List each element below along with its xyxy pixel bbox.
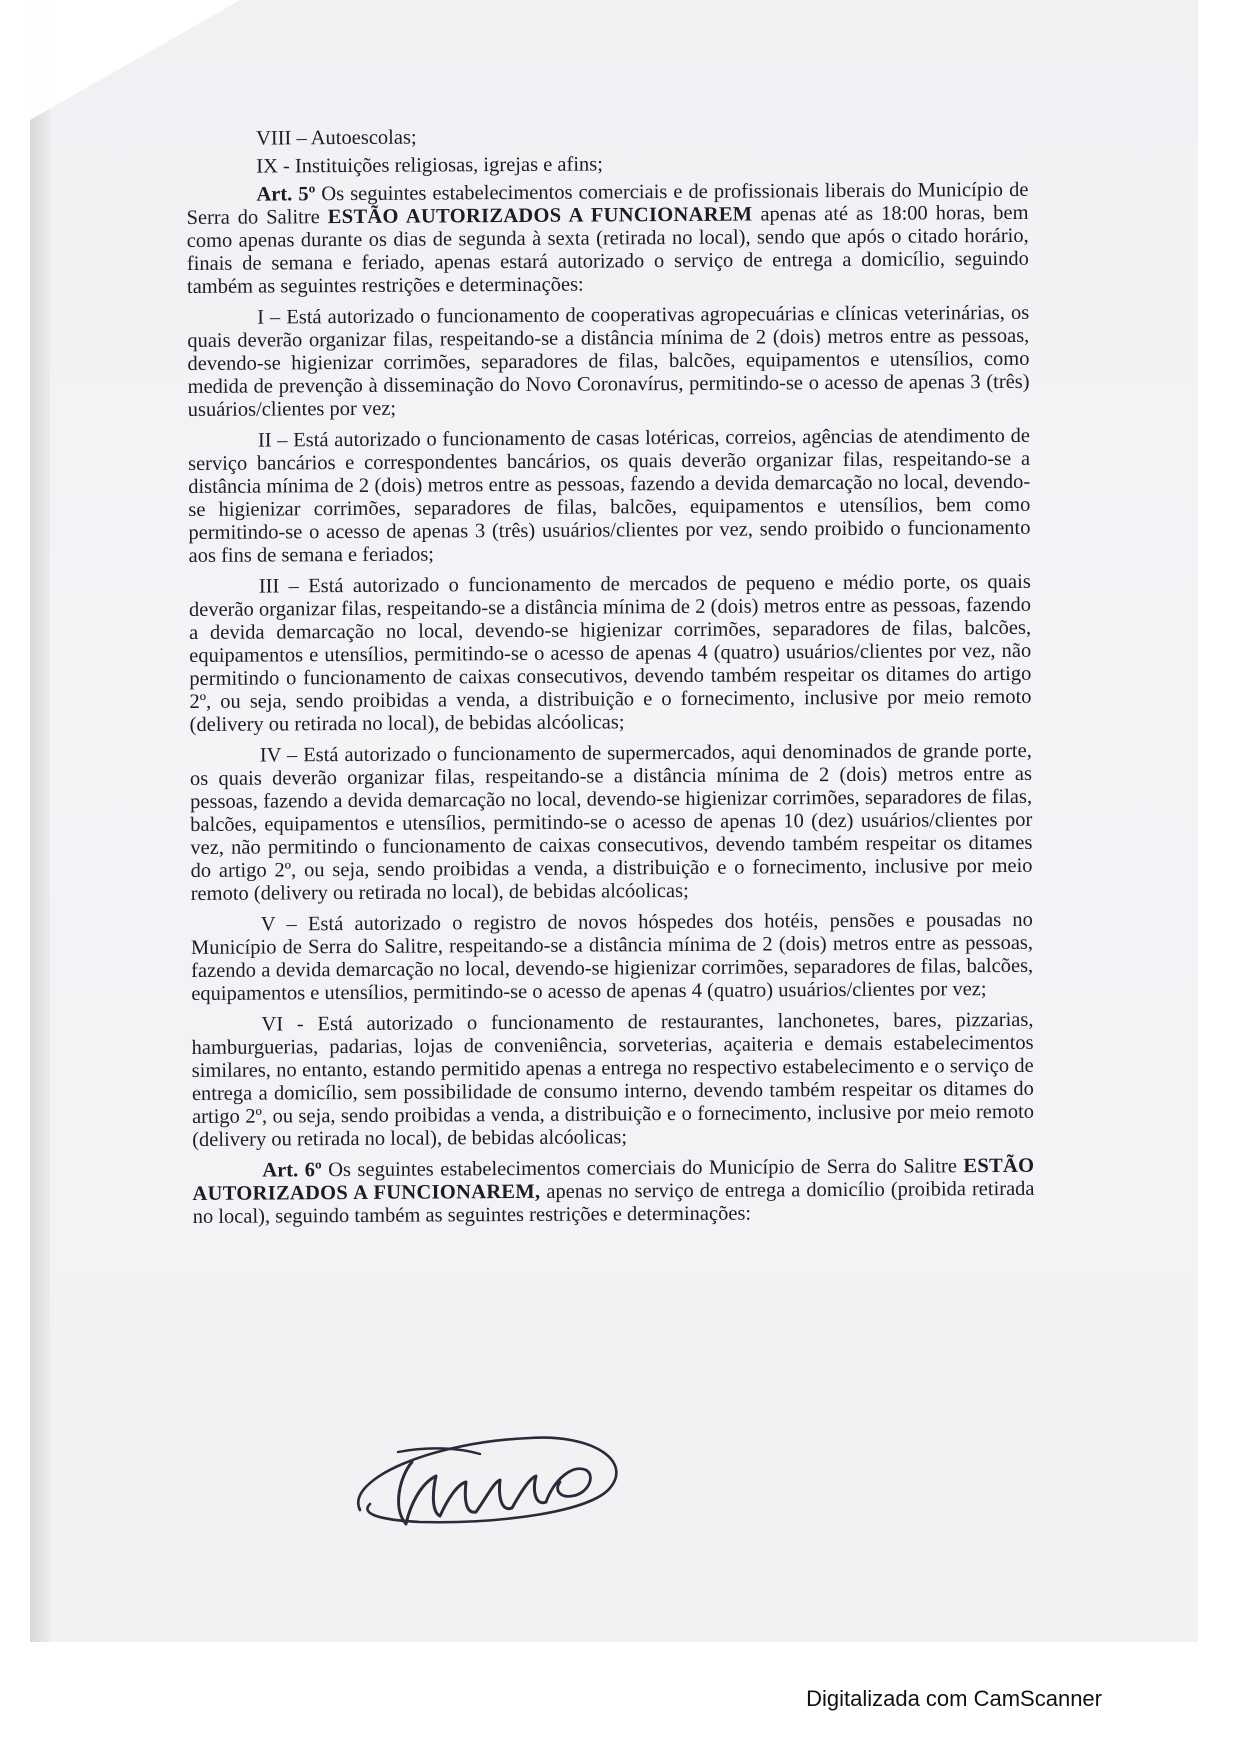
document-body	[186, 123, 1035, 1237]
article-5-item-v: V – Está autorizado o registro de novos hóspedes dos hotéis, pensões e pousadas no Município de Serra do Salitre, respeitando-se a distância mínima de 2 (dois) metros entre as pessoas, fazendo a devida demarcação no local, devendo-se higienizar corrimões, separadores de filas, balcões, equipamentos e utensílios, permitindo-se o acesso de apenas 4 (quatro) usuários/clientes por vez;	[190, 908, 1034, 1005]
scanned-page	[30, 0, 1198, 1642]
page-edge-shadow	[30, 0, 50, 1642]
article-6-emphasis: ESTÃO AUTORIZADOS A FUNCIONAREM,	[192, 1154, 1035, 1205]
camscanner-footer: Digitalizada com CamScanner	[806, 1686, 1102, 1711]
article-6	[192, 1155, 1034, 1229]
folded-corner	[30, 0, 240, 120]
article-5-label: Art. 5º	[256, 183, 316, 206]
signature-icon	[340, 1420, 640, 1560]
article-6-label: Art. 6º	[262, 1159, 322, 1182]
article-5-item-i: I – Está autorizado o funcionamento de cooperativas agropecuárias e clínicas veterinárias, os quais deverão organizar filas, respeitando-se a distância mínima de 2 (dois) metros entre as pessoas, devendo-se higienizar corrimões, separadores de filas, balcões, equipamentos e utensílios, como medida de prevenção à disseminação do Novo Coronavírus, permitindo-se o acesso de apenas 3 (três) usuários/clientes por vez;	[187, 301, 1030, 421]
article-5	[186, 179, 1029, 299]
article-5-item-iii: III – Está autorizado o funcionamento de mercados de pequeno e médio porte, os quais deverão organizar filas, respeitando-se a distância mínima de 2 (dois) metros entre as pessoas, fazendo a devida demarcação no local, devendo-se higienizar corrimões, separadores de filas, balcões, equipamentos e utensílios, permitindo-se o acesso de apenas 4 (quatro) usuários/clientes por vez, não permitindo o funcionamento de caixas consecutivos, devendo também respeitar os ditames do artigo 2º, ou seja, sendo proibidas a venda, a distribuição e o fornecimento, inclusive por meio remoto (delivery ou retirada no local), de bebidas alcóolicas;	[188, 570, 1032, 736]
item-ix: IX - Instituições religiosas, igrejas e afins;	[256, 153, 604, 178]
article-6-text-a: Os seguintes estabelecimentos comerciais do Município de Serra do Salitre	[321, 1155, 964, 1182]
article-5-item-vi: VI - Está autorizado o funcionamento de restaurantes, lanchonetes, bares, pizzarias, hamburguerias, padarias, lojas de conveniência, sorveterias, açaiteria e demais estabelecimentos similares, no entanto, estando permitido apenas a entrega no respectivo estabelecimento e o serviço de entrega a domicílio, sem possibilidade de consumo interno, devendo também respeitar os ditames do artigo 2º, ou seja, sendo proibidas a venda, a distribuição e o fornecimento, inclusive por meio remoto (delivery ou retirada no local), de bebidas alcóolicas;	[191, 1008, 1035, 1151]
article-6-text-b: apenas no serviço de entrega a domicílio (proibida retirada no local), seguindo também as seguintes restrições e determinações:	[192, 1177, 1035, 1228]
article-5-emphasis: ESTÃO AUTORIZADOS A FUNCIONAREM	[327, 203, 753, 229]
article-5-text-b: apenas até as 18:00 horas, bem como apenas durante os dias de segunda à sexta (retirada no local), sendo que após o citado horário, finais de semana e feriado, apenas estará autorizado o serviço de entrega a domicílio, seguindo também as seguintes restrições e determinações:	[186, 201, 1029, 298]
article-5-item-ii: II – Está autorizado o funcionamento de casas lotéricas, correios, agências de atendimento de serviço bancários e correspondentes bancários, os quais deverão organizar filas, respeitando-se a distância mínima de 2 (dois) metros entre as pessoas, fazendo a devida demarcação no local, devendo-se higienizar corrimões, separadores de filas, balcões, equipamentos e utensílios, bem como permitindo-se o acesso de apenas 3 (três) usuários/clientes por vez, sendo proibido o funcionamento aos fins de semana e feriados;	[187, 424, 1031, 567]
item-viii: VIII – Autoescolas;	[255, 126, 417, 150]
article-5-item-iv: IV – Está autorizado o funcionamento de supermercados, aqui denominados de grande porte, os quais deverão organizar filas, respeitando-se a distância mínima de 2 (dois) metros entre as pessoas, fazendo a devida demarcação no local, devendo-se higienizar corrimões, separadores de filas, balcões, equipamentos e utensílios, permitindo-se o acesso de apenas 10 (dez) usuários/clientes por vez, não permitindo o funcionamento de caixas consecutivos, devendo também respeitar os ditames do artigo 2º, ou seja, sendo proibidas a venda, a distribuição e o fornecimento, inclusive por meio remoto (delivery ou retirada no local), de bebidas alcóolicas;	[189, 739, 1033, 905]
article-5-text-a: Os seguintes estabelecimentos comerciais e de profissionais liberais do Município de Serra do Salitre	[186, 178, 1029, 229]
